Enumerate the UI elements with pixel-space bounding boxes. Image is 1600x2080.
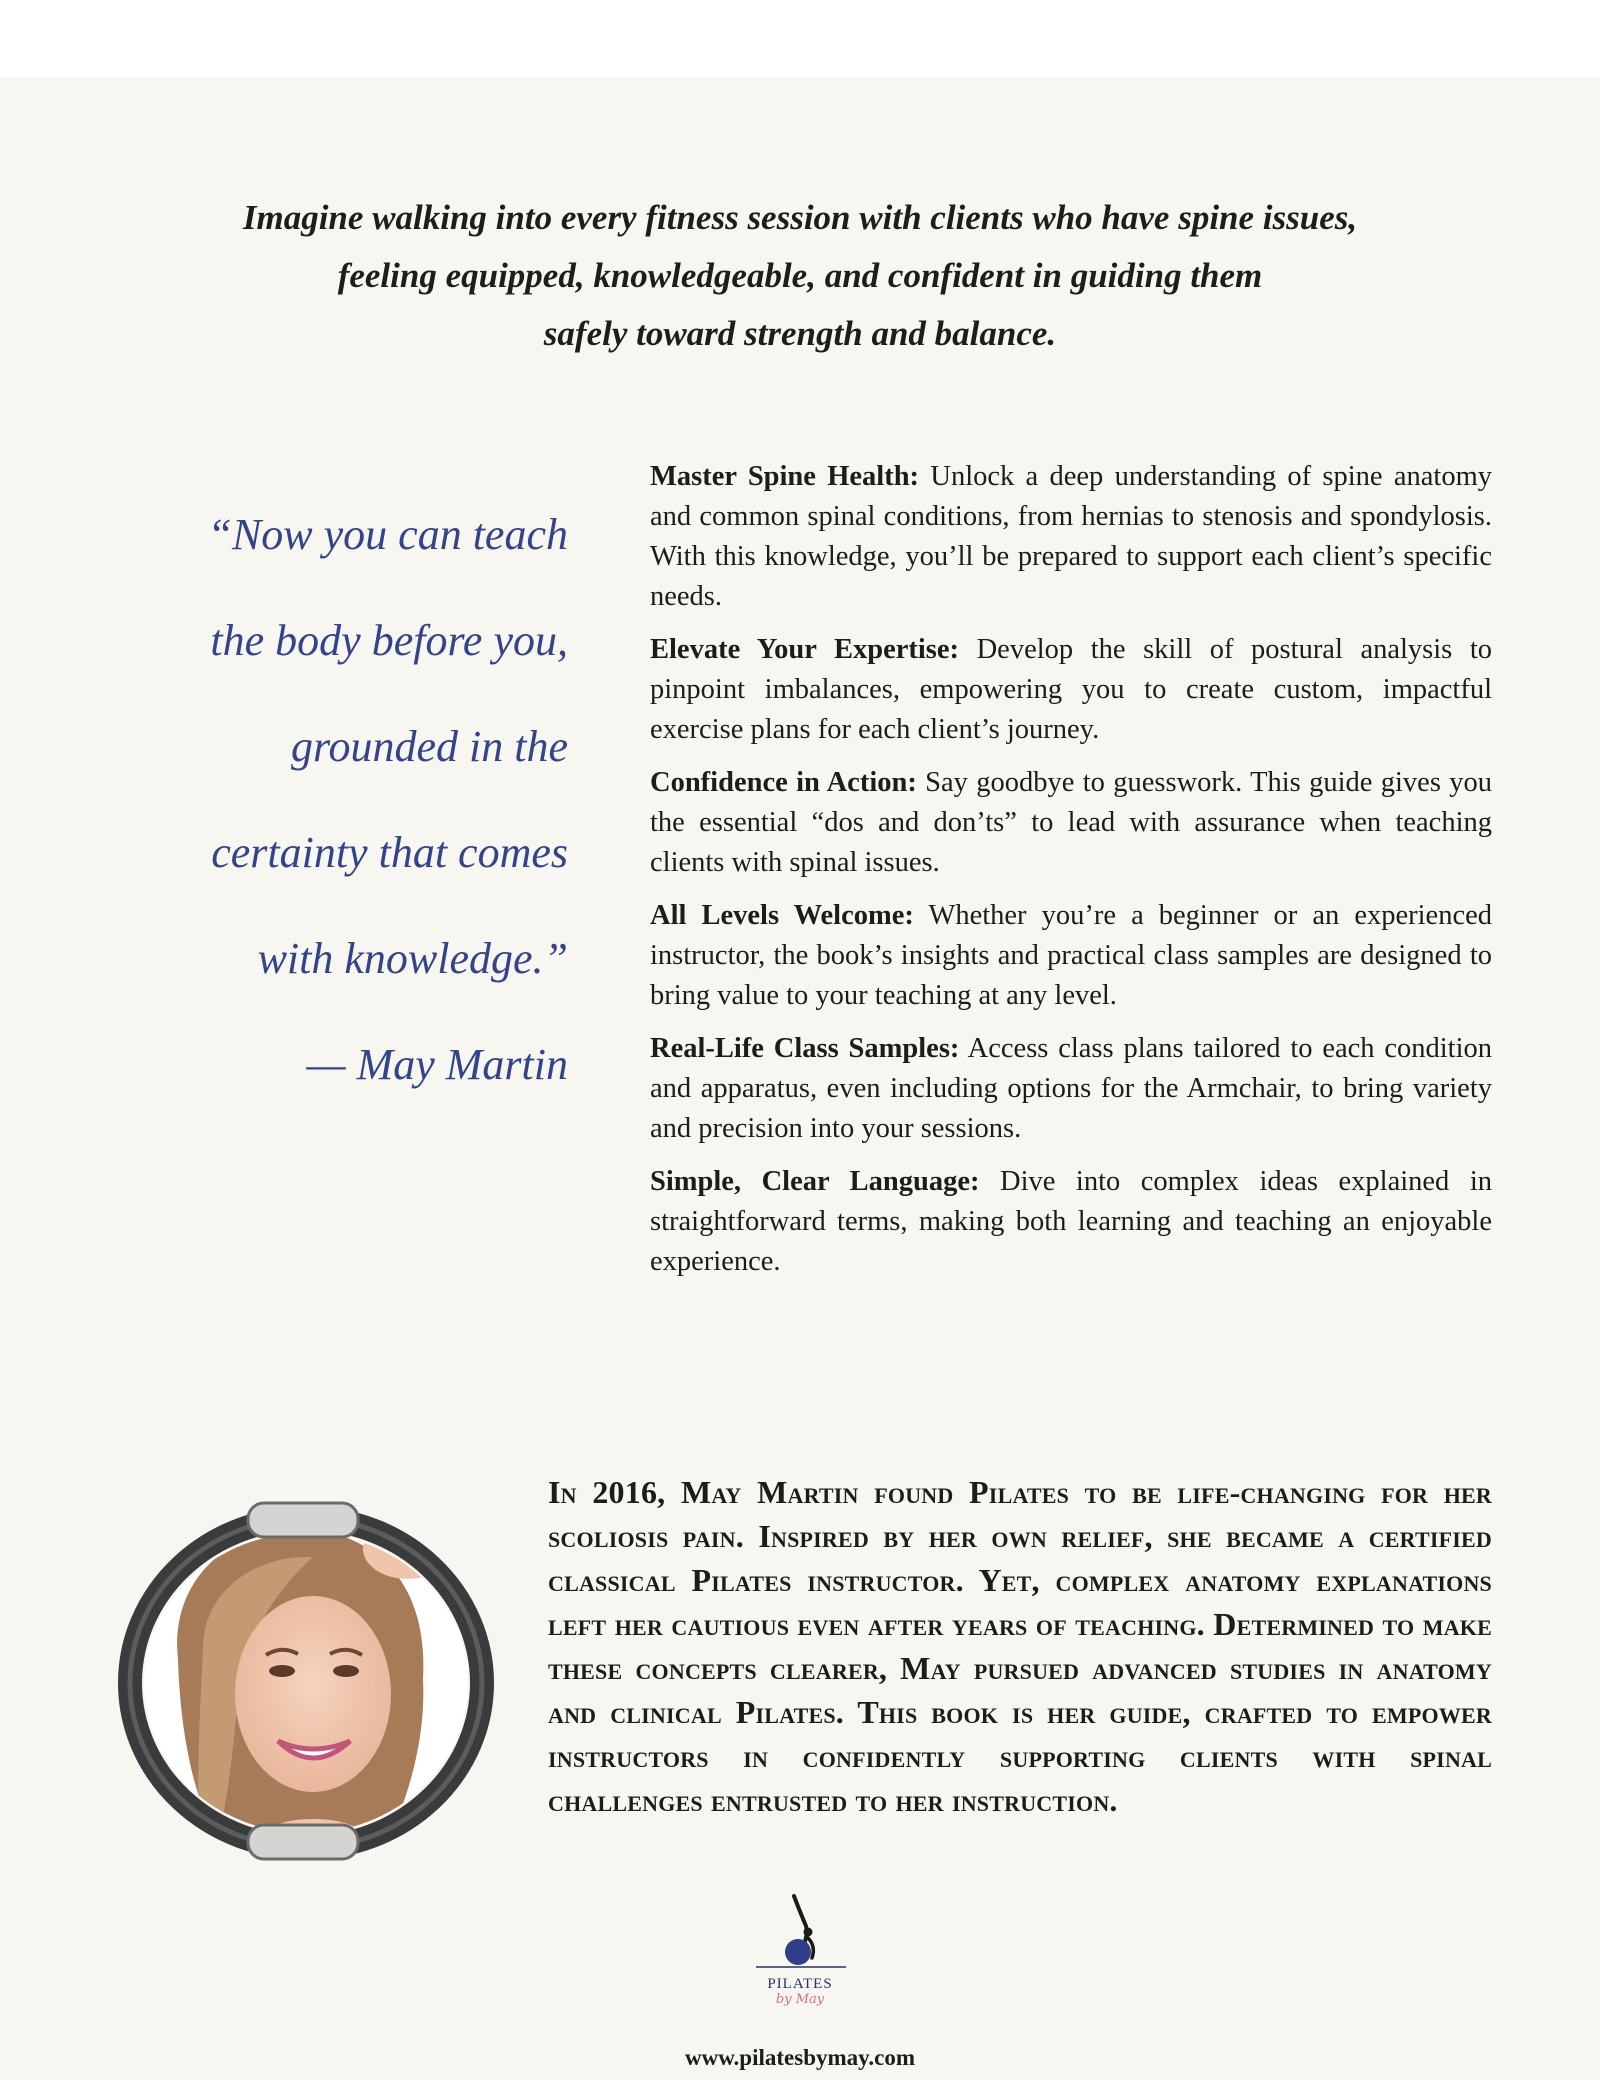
author-photo <box>108 1479 512 1871</box>
feature-title: Master Spine Health: <box>650 461 920 492</box>
feature-list <box>650 457 1492 1295</box>
quote-attribution: — May Martin <box>306 1040 568 1089</box>
feature-text: Dive into complex ideas explained in straightforward terms, making both learning and teaching an enjoyable experience. <box>650 1166 1492 1277</box>
intro-paragraph <box>120 189 1480 363</box>
logo-script: by May <box>775 1992 825 2007</box>
feature-text: Access class plans tailored to each condition and apparatus, even including options for the Armchair, to bring variety and precision into your sessions. <box>650 1033 1493 1144</box>
quote-line: “Now you can teach <box>207 510 568 559</box>
intro-line: Imagine walking into every fitness session with clients who have spine issues, <box>242 198 1358 237</box>
feature-title: Confidence in Action: <box>650 767 917 798</box>
feature-title: All Levels Welcome: <box>650 900 914 931</box>
feature-item <box>650 1162 1492 1282</box>
feature-text: Develop the skill of postural analysis to pinpoint imbalances, empowering you to create custom, impactful exercise plans for each client’s journey. <box>650 634 1492 745</box>
quote-line: grounded in the <box>291 722 568 771</box>
feature-title: Elevate Your Expertise: <box>650 634 960 665</box>
quote-line: with knowledge.” <box>257 934 568 983</box>
feature-item <box>650 763 1492 883</box>
feature-title: Real-Life Class Samples: <box>650 1033 960 1064</box>
feature-text: Say goodbye to guesswork. This guide gives you the essential “dos and don’ts” to lead with assurance when teaching clients with spinal issues. <box>650 767 1492 878</box>
feature-title: Simple, Clear Language: <box>650 1166 980 1197</box>
intro-line: safely toward strength and balance. <box>543 314 1057 353</box>
feature-item <box>650 630 1492 750</box>
back-cover-page <box>0 77 1600 2080</box>
feature-text: Whether you’re a beginner or an experienced instructor, the book’s insights and practical class samples are designed to bring value to your teaching at any level. <box>650 900 1492 1011</box>
feature-item <box>650 896 1492 1016</box>
quote-line: the body before you, <box>210 616 568 665</box>
logo-wordmark: PILATES <box>767 1976 833 1992</box>
feature-item <box>650 1029 1492 1149</box>
website-url[interactable]: www.pilatesbymay.com <box>685 2045 915 2070</box>
pilates-by-may-logo <box>738 1892 862 2032</box>
intro-line: feeling equipped, knowledgeable, and confident in guiding them <box>337 256 1263 295</box>
author-bio: In 2016, May Martin found Pilates to be life-changing for her scoliosis pain. Inspired by her own relief, she became a certified classical Pilates instructor. Yet, complex anatomy explanations left her cautious even after years of teaching. Determined to make these concepts clearer, May pursued advanced studies in anatomy and clinical Pilates. This book is her guide, crafted to empower instructors in confidently supporting clients with spinal challenges entrusted to her instruction. <box>548 1474 1492 1818</box>
quote-line: certainty that comes <box>211 828 568 877</box>
pull-quote <box>150 482 568 1118</box>
pilates-figure-icon <box>738 1892 862 1976</box>
feature-item <box>650 457 1492 617</box>
feature-text: Unlock a deep understanding of spine anatomy and common spinal conditions, from hernias to stenosis and spondylosis. With this knowledge, you’ll be prepared to support each client’s specific needs. <box>650 461 1493 612</box>
